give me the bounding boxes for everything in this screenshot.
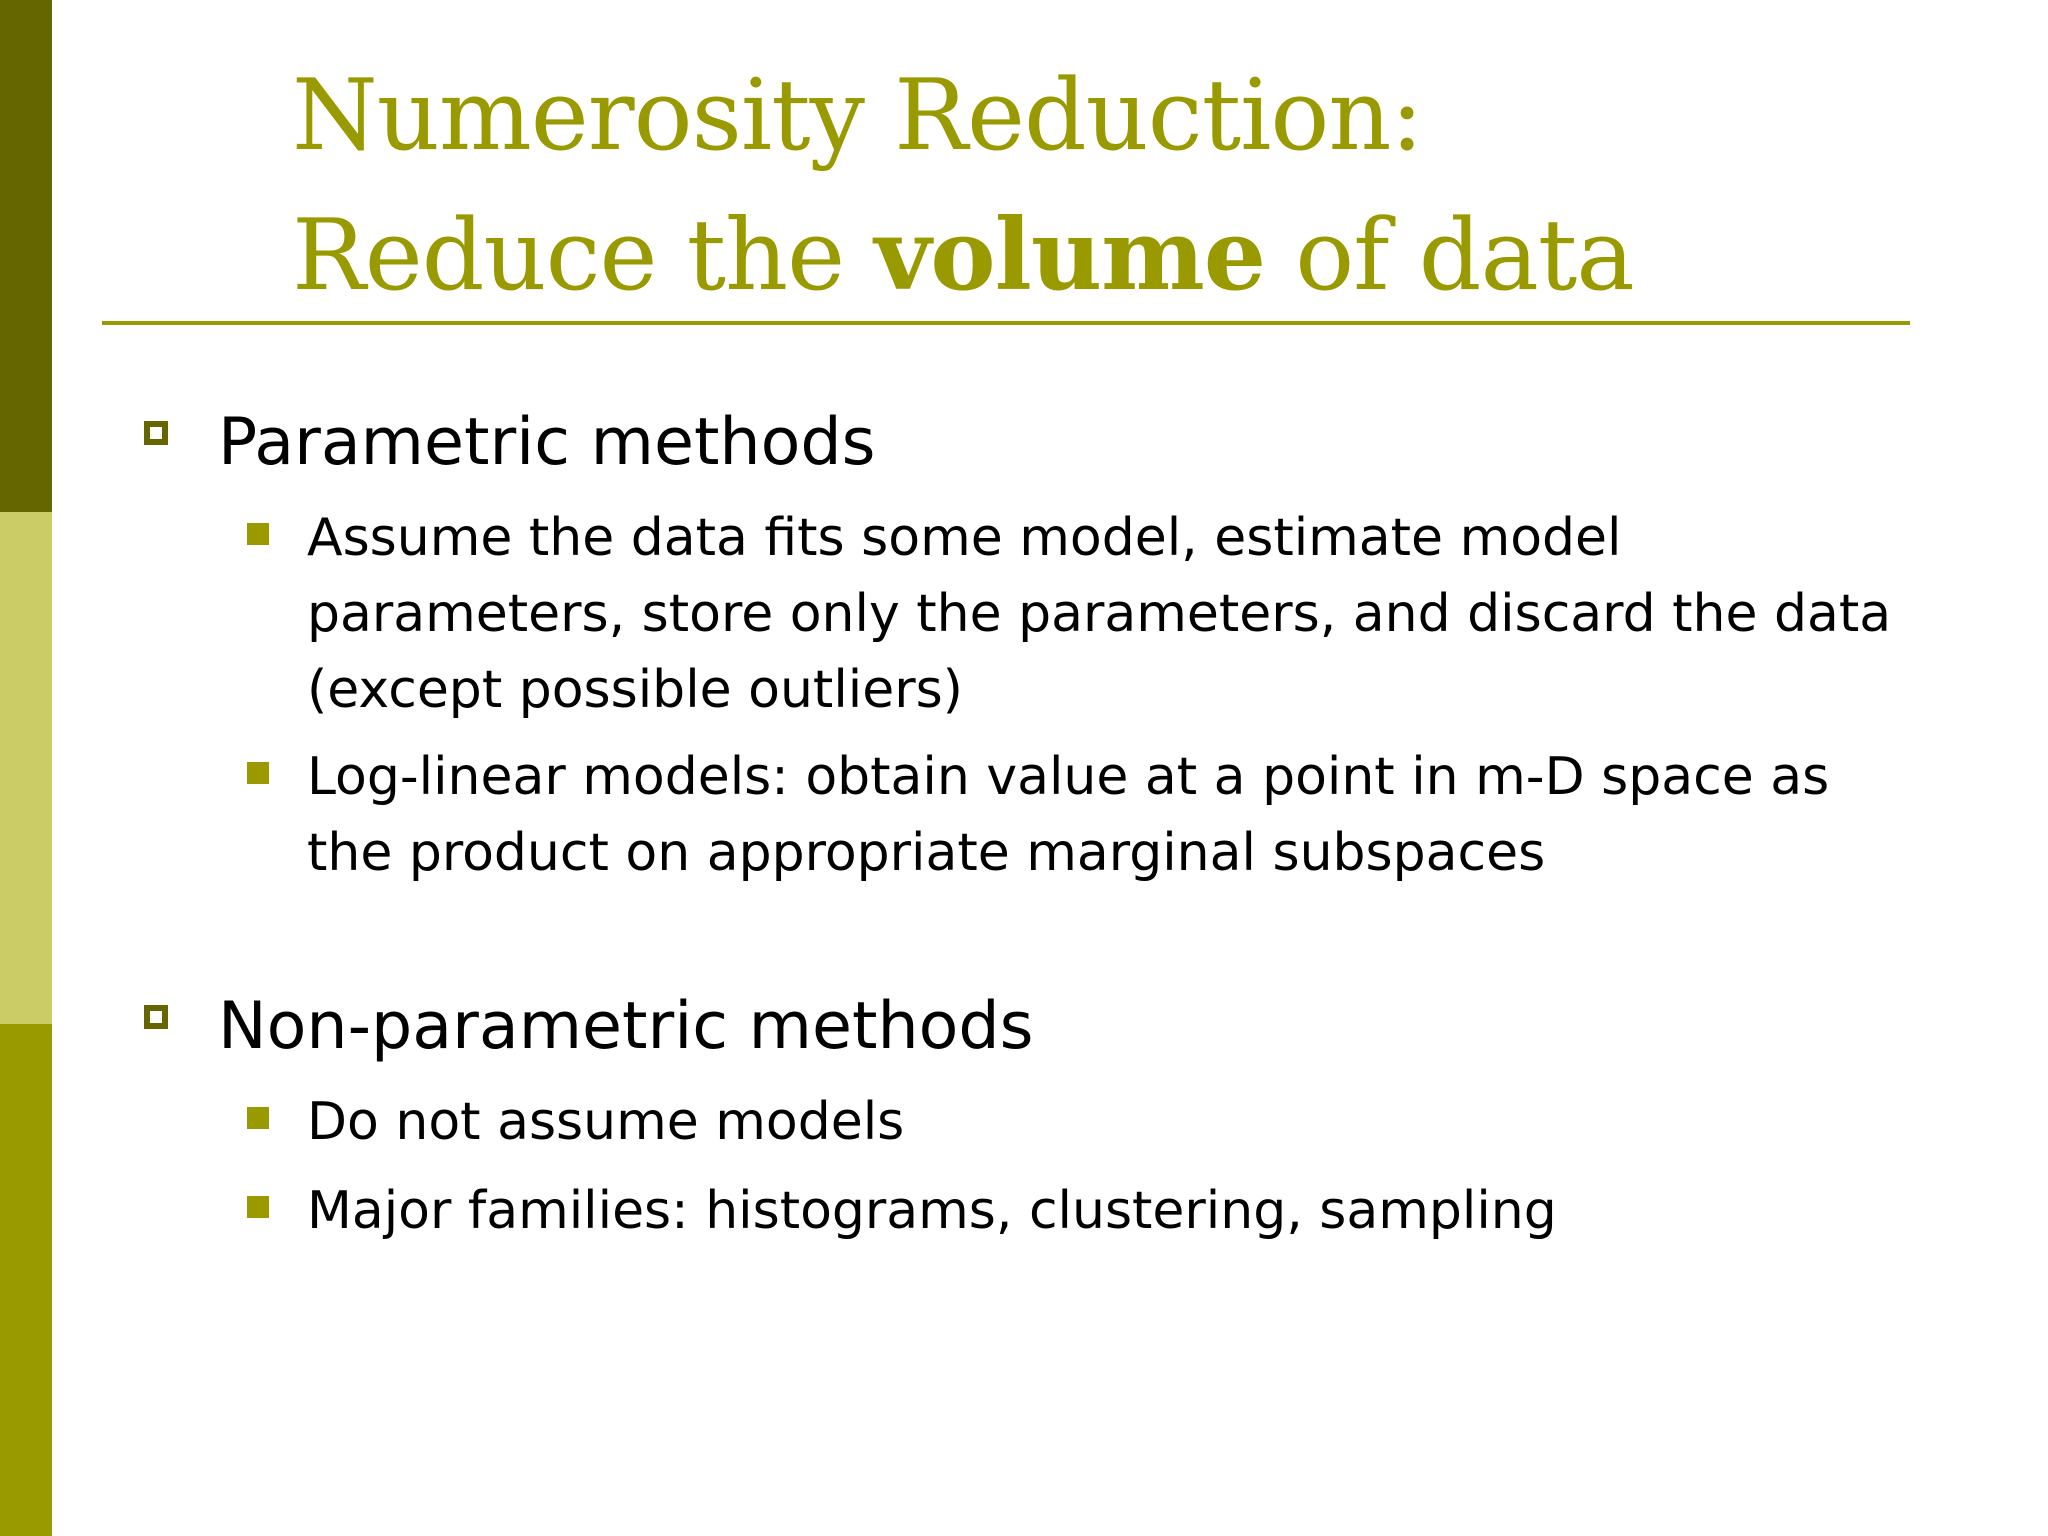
filled-square-icon	[247, 523, 269, 545]
title-emphasis: volume	[874, 198, 1266, 313]
slide-title	[292, 46, 1912, 326]
hollow-square-icon	[144, 421, 168, 445]
title-line-2-start: Reduce the	[292, 199, 875, 313]
filled-square-icon	[247, 1196, 269, 1218]
title-line-1: Numerosity Reduction:	[292, 59, 1423, 173]
section-heading-parametric: Parametric methods	[218, 405, 876, 480]
filled-square-icon	[247, 1107, 269, 1129]
bullet-item: Assume the data fits some model, estimate model parameters, store only the parameters, and discard the data (except possible outliers)	[307, 508, 1892, 720]
bullet-item: Do not assume models	[307, 1092, 905, 1152]
title-line-2	[292, 186, 1912, 326]
hollow-square-icon	[144, 1005, 168, 1029]
filled-square-icon	[247, 762, 269, 784]
title-divider	[102, 321, 1910, 325]
side-bar-dark-segment	[0, 0, 52, 512]
side-bar-light-segment	[0, 512, 52, 1024]
title-line-2-end: of data	[1265, 199, 1634, 313]
section-heading-non-parametric: Non-parametric methods	[218, 989, 1034, 1064]
side-accent-bar	[0, 0, 52, 1536]
side-bar-mid-segment	[0, 1024, 52, 1536]
bullet-item: Major families: histograms, clustering, sampling	[307, 1181, 1557, 1241]
bullet-item: Log-linear models: obtain value at a point in m-D space as the product on appropriate marginal subspaces	[307, 747, 1830, 883]
